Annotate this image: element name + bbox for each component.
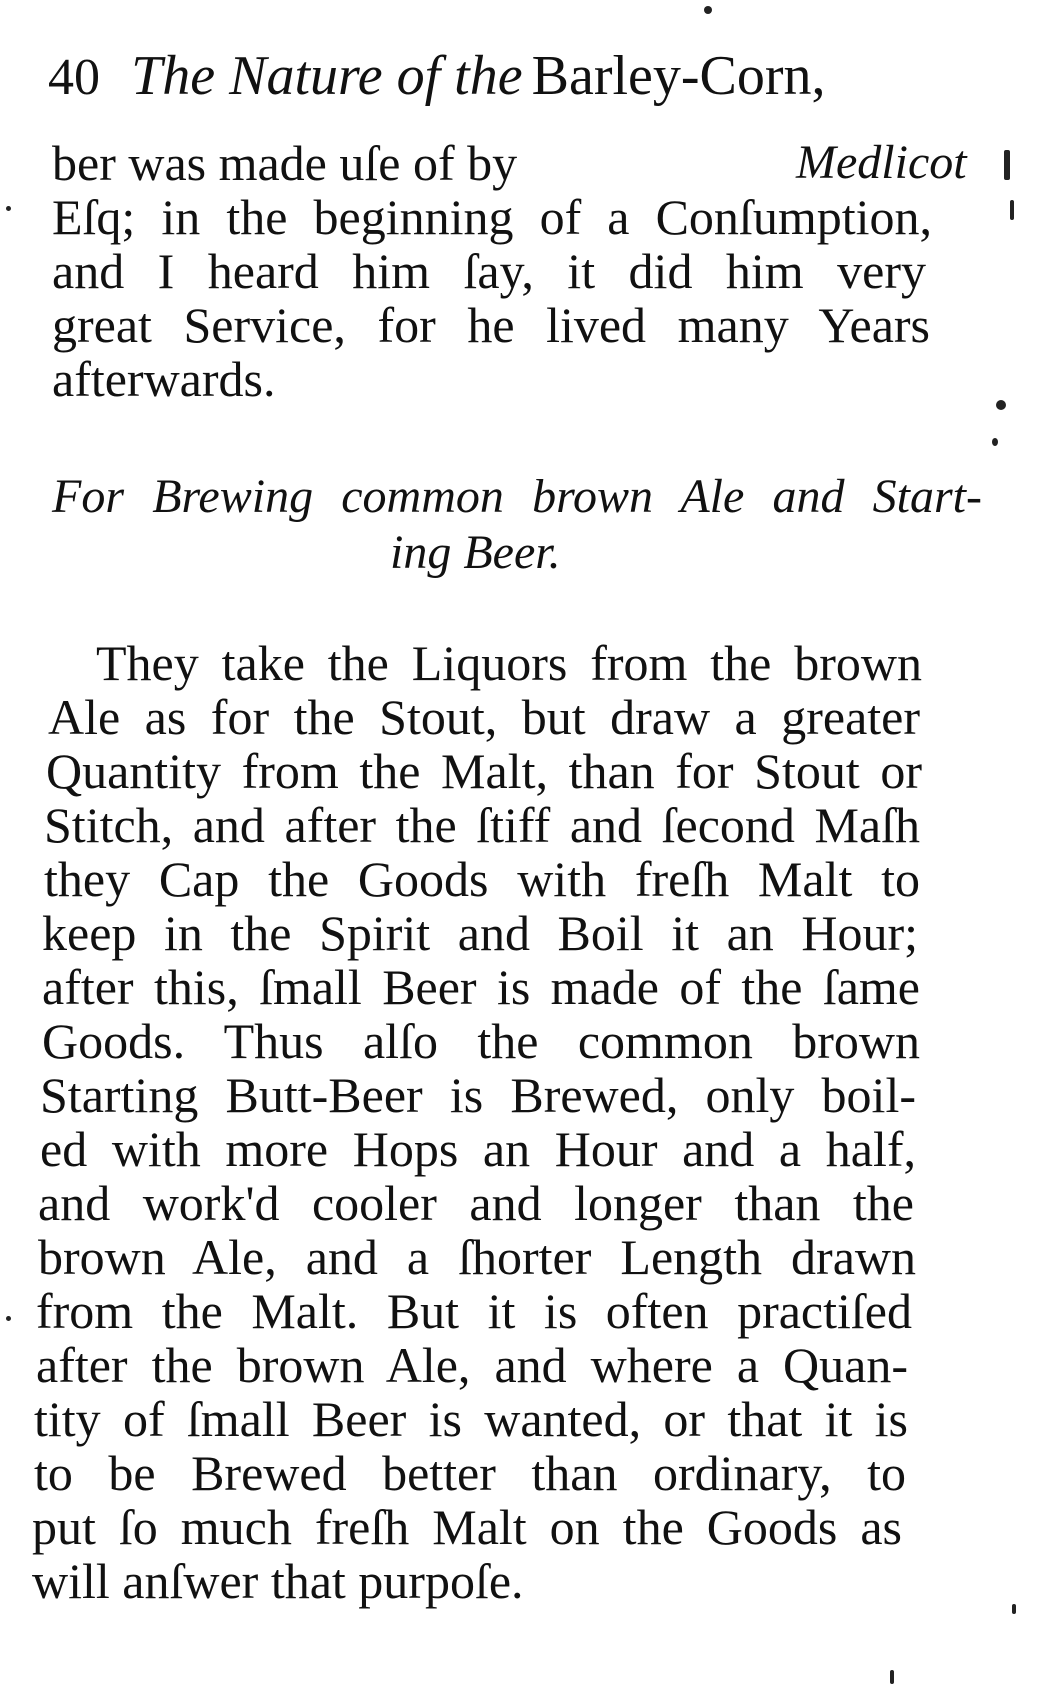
print-speck bbox=[996, 400, 1006, 410]
print-speck bbox=[1012, 1604, 1016, 1614]
print-speck bbox=[890, 1670, 894, 1684]
body-line-17: put ſo much freſh Malt on the Goods as bbox=[32, 1499, 902, 1555]
person-name-medlicot: Medlicot bbox=[796, 136, 967, 189]
body-line-11: and work'd cooler and longer than the bbox=[38, 1175, 914, 1231]
body-line-1: They take the Liquors from the brown bbox=[96, 635, 922, 691]
body-line-9: Starting Butt-Beer is Brewed, only boil- bbox=[40, 1067, 916, 1123]
body-line-2: Ale as for the Stout, but draw a greater bbox=[48, 689, 920, 745]
body-line-5: they Cap the Goods with freſh Malt to bbox=[44, 851, 920, 907]
body-line-6: keep in the Spirit and Boil it an Hour; bbox=[42, 905, 918, 961]
section-heading-line-2: ing Beer. bbox=[390, 526, 561, 579]
page-number: 40 bbox=[48, 49, 100, 106]
body-line-14: after the brown Ale, and where a Quan- bbox=[36, 1337, 908, 1393]
print-speck bbox=[704, 6, 712, 14]
top-paragraph-line-4: great Service, for he lived many Years bbox=[52, 297, 930, 353]
print-speck bbox=[992, 438, 998, 446]
top-paragraph-line-1: ber was made uſe of by bbox=[52, 135, 518, 191]
print-speck bbox=[1004, 150, 1010, 180]
body-line-13: from the Malt. But it is often practiſed bbox=[36, 1283, 912, 1339]
body-line-12: brown Ale, and a ſhorter Length drawn bbox=[38, 1229, 916, 1285]
print-speck bbox=[1010, 200, 1014, 220]
top-paragraph-line-5: afterwards. bbox=[52, 351, 276, 407]
body-line-16: to be Brewed better than ordinary, to bbox=[34, 1445, 906, 1501]
running-header bbox=[48, 44, 948, 122]
body-line-7: after this, ſmall Beer is made of the ſame bbox=[42, 959, 920, 1015]
body-line-15: tity of ſmall Beer is wanted, or that it is bbox=[34, 1391, 908, 1447]
top-paragraph-line-3: and I heard him ſay, it did him very bbox=[52, 243, 926, 299]
print-speck bbox=[6, 1316, 11, 1321]
body-line-8: Goods. Thus alſo the common brown bbox=[42, 1013, 920, 1069]
running-title-italic: The Nature of the bbox=[131, 45, 523, 107]
body-line-4: Stitch, and after the ſtiff and ſecond Maſh bbox=[44, 797, 920, 853]
body-line-18: will anſwer that purpoſe. bbox=[32, 1553, 524, 1609]
body-line-3: Quantity from the Malt, than for Stout or bbox=[46, 743, 922, 799]
section-heading-line-1: For Brewing common brown Ale and Start- bbox=[52, 470, 982, 523]
body-line-10: ed with more Hops an Hour and a half, bbox=[40, 1121, 916, 1177]
print-speck bbox=[6, 206, 11, 211]
running-title-roman: Barley-Corn, bbox=[531, 45, 826, 107]
top-paragraph-line-2: Eſq; in the beginning of a Conſumption, bbox=[52, 189, 932, 245]
